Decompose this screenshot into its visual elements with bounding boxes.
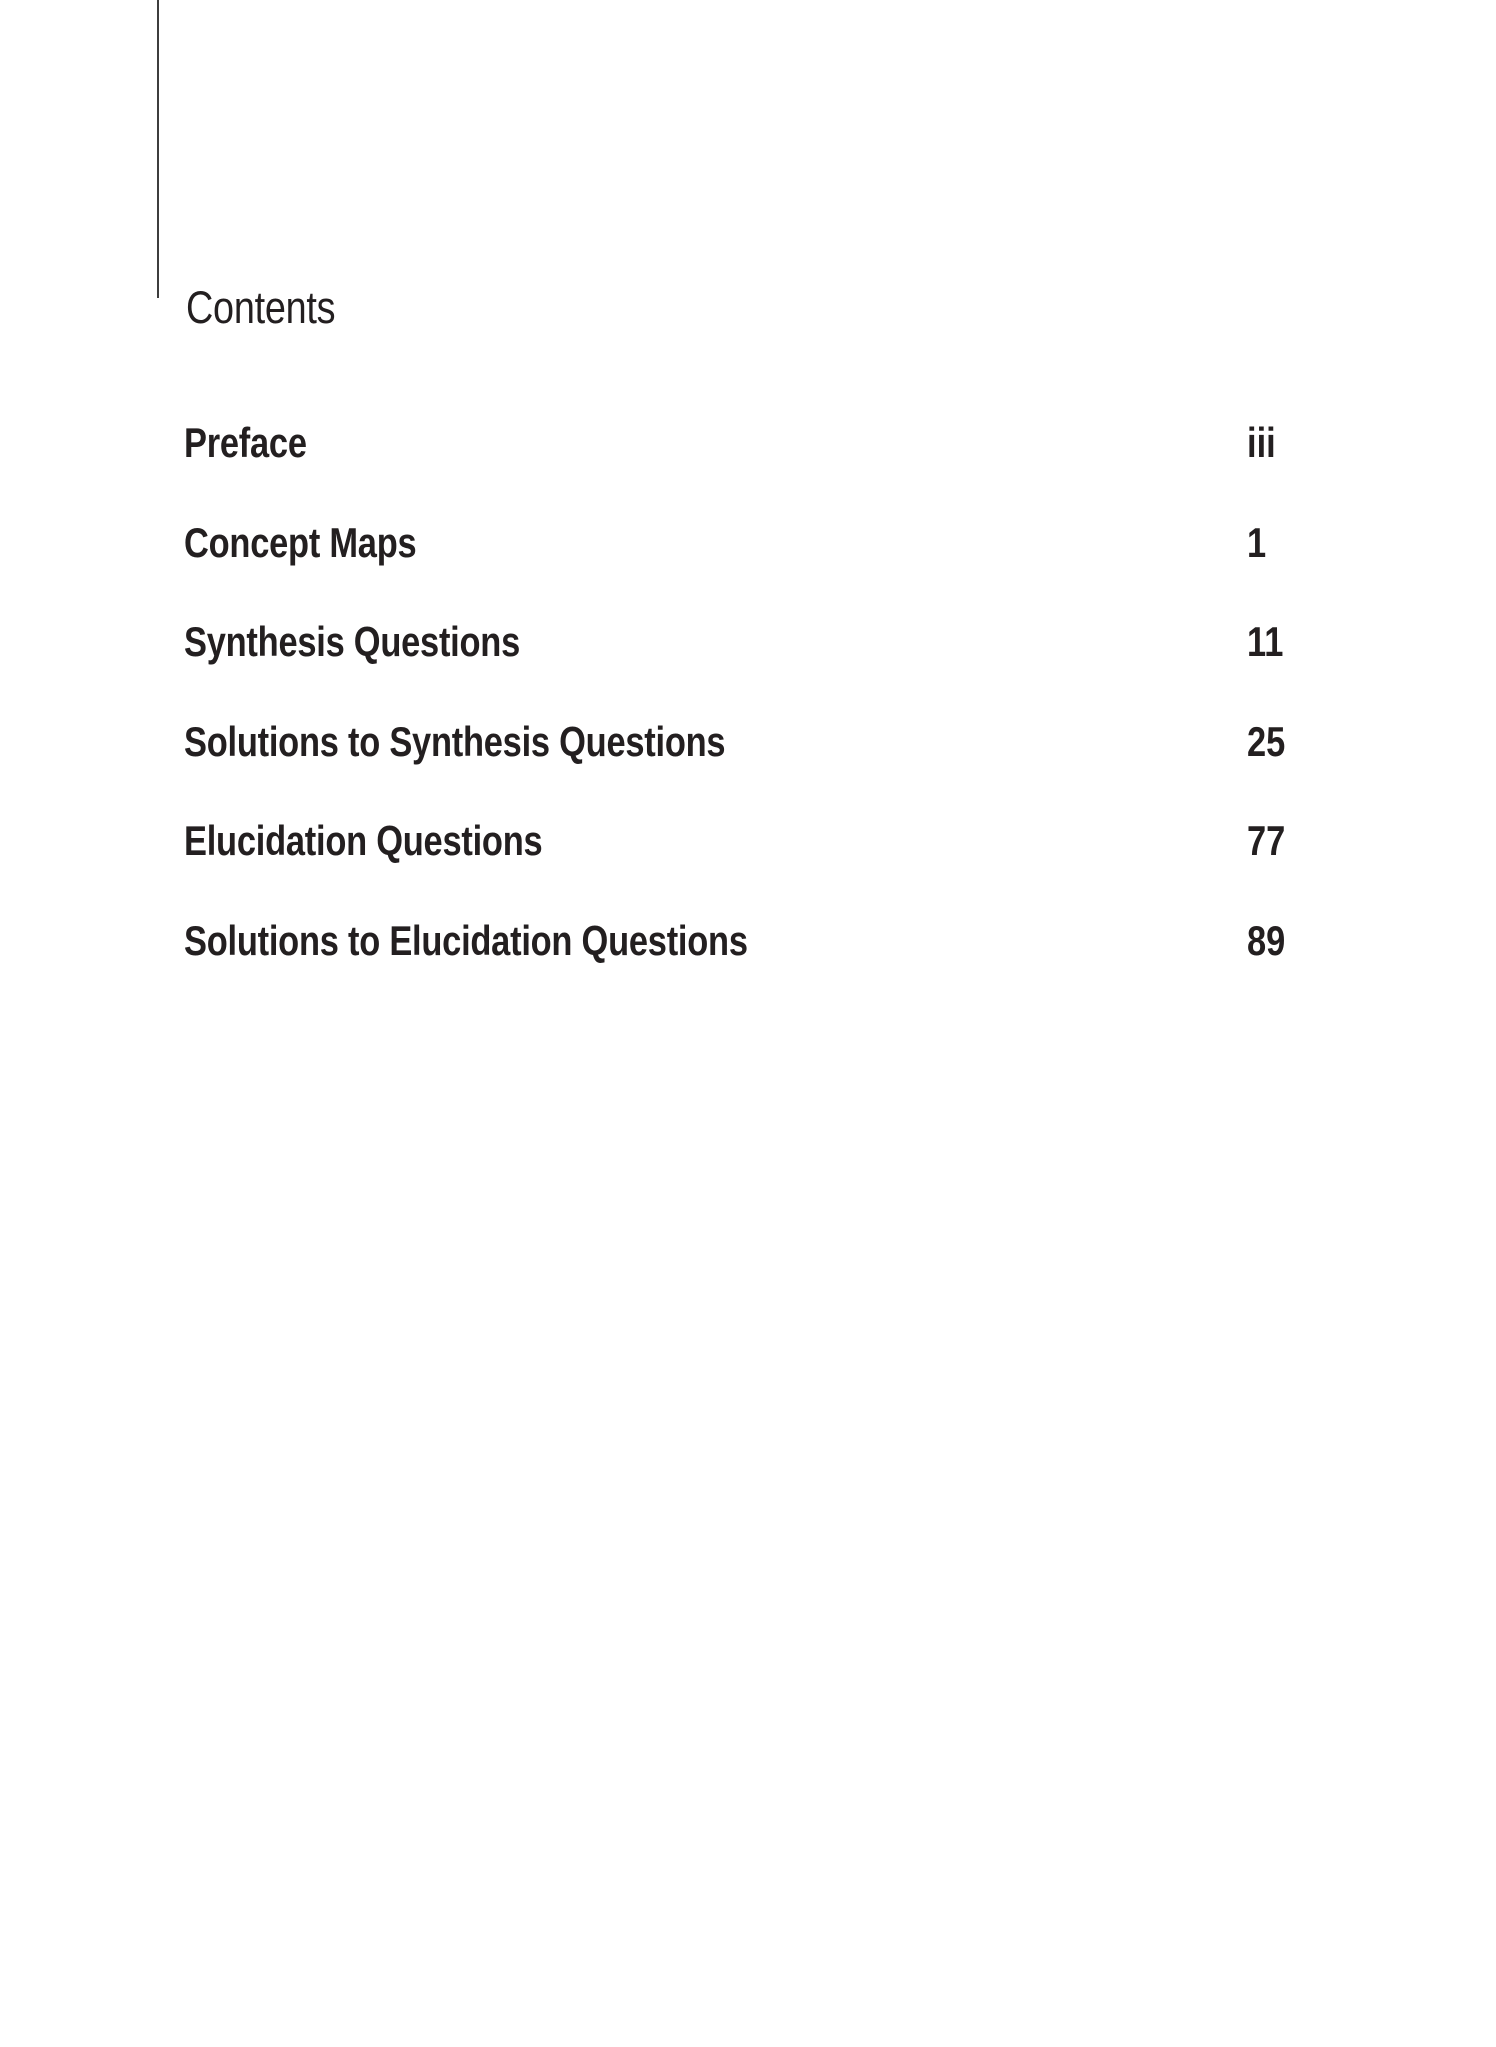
toc-entry-label: Solutions to Elucidation Questions xyxy=(184,916,748,964)
vertical-rule xyxy=(157,0,159,298)
page-title: Contents xyxy=(186,282,336,334)
toc-row xyxy=(184,916,1344,964)
toc-row xyxy=(184,717,1344,765)
toc-entry-page-number: 77 xyxy=(1247,817,1286,864)
toc-entry-label: Elucidation Questions xyxy=(184,817,543,864)
toc-entry-page-number: 11 xyxy=(1247,618,1284,665)
toc-entry-page-number: iii xyxy=(1247,419,1276,466)
toc-entry-label: Preface xyxy=(184,419,307,466)
toc-row xyxy=(184,419,1344,466)
toc-row xyxy=(184,618,1344,665)
toc-entry-page-number: 1 xyxy=(1247,518,1267,566)
toc-row xyxy=(184,518,1344,566)
toc-entry-page-number: 25 xyxy=(1247,717,1286,765)
toc-entry-label: Concept Maps xyxy=(184,518,417,566)
toc-row xyxy=(184,817,1344,864)
toc-entry-page-number: 89 xyxy=(1247,916,1286,964)
toc-entry-label: Synthesis Questions xyxy=(184,618,520,665)
toc-entry-label: Solutions to Synthesis Questions xyxy=(184,717,726,765)
table-of-contents xyxy=(184,419,1344,1019)
